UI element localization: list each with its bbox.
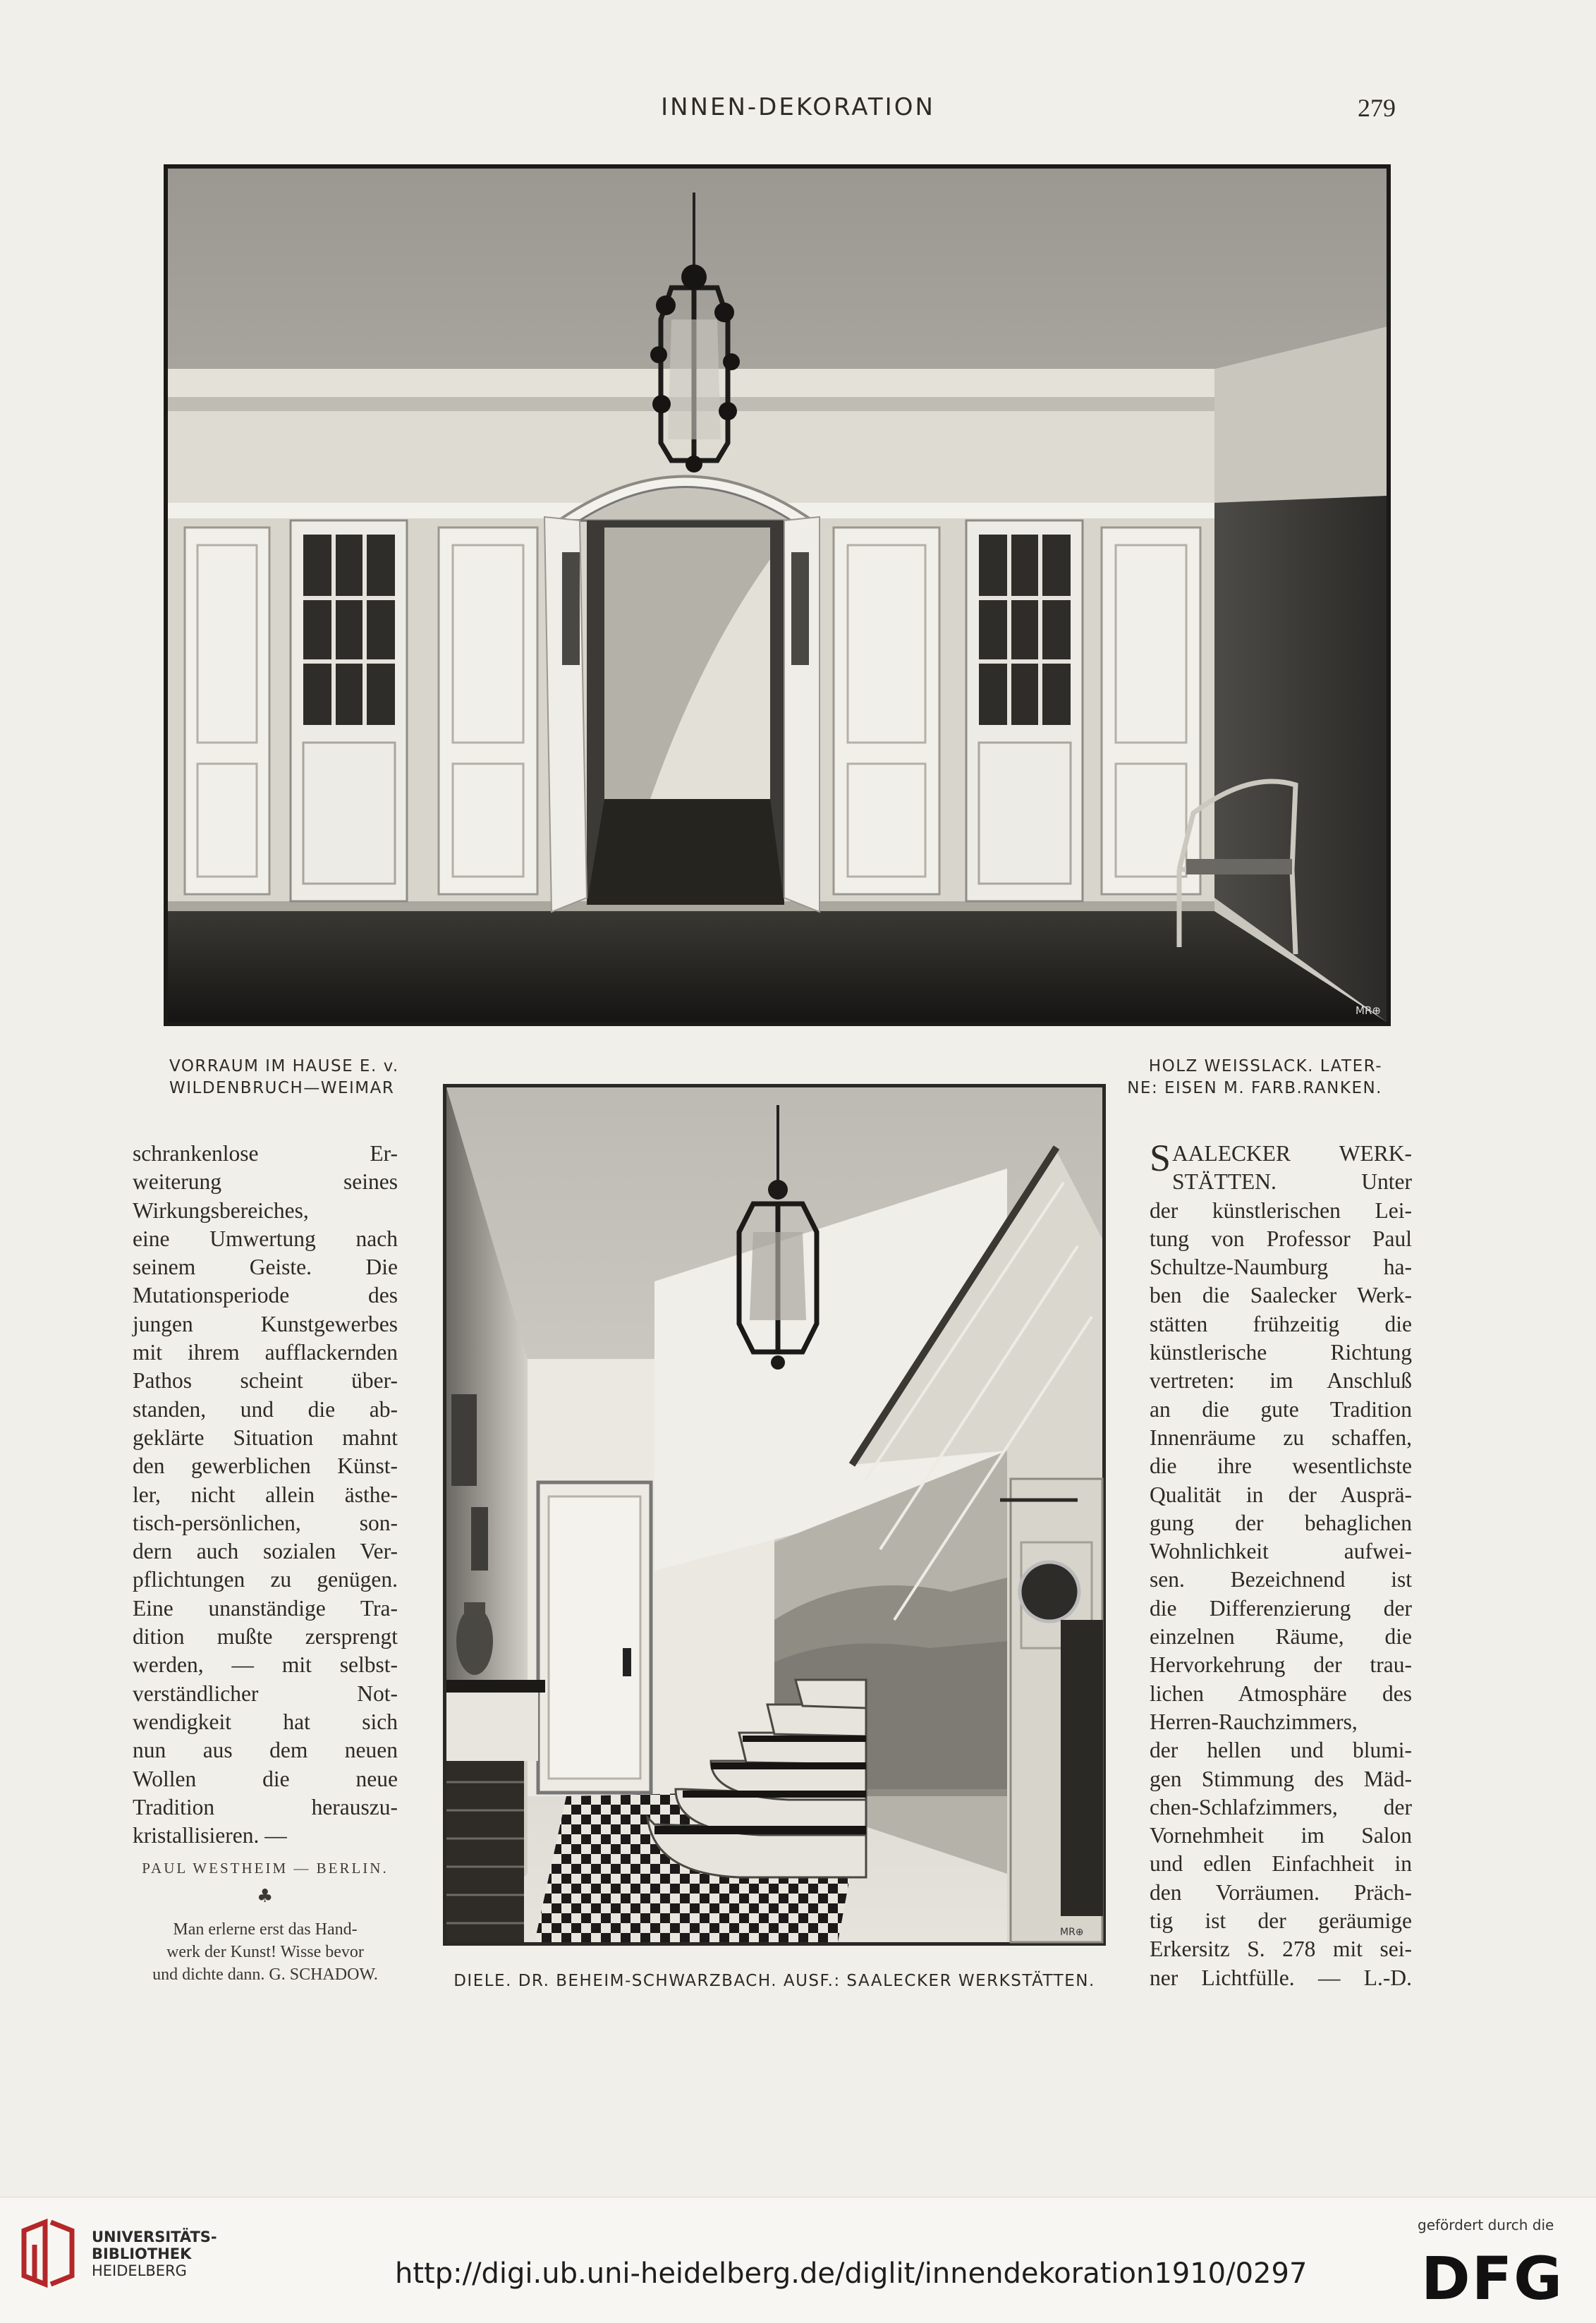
text-line: gung der behaglichen [1150,1510,1412,1535]
running-head-title: INNEN-DEKORATION [661,93,935,121]
page-number: 279 [1358,94,1396,122]
text-line: werden, — mit selbst- [133,1652,398,1678]
text-line: dern auch sozialen Ver- [133,1539,398,1564]
text-line: weiterung seines [133,1169,398,1195]
text-line: Erkersitz S. 278 mit sei- [1150,1937,1412,1962]
library-logo-icon[interactable] [17,2217,79,2290]
text-line: ler, nicht allein ästhe- [133,1482,398,1507]
caption-top-left-line: WILDENBRUCH—WEIMAR [169,1079,395,1097]
library-name[interactable] [92,2229,217,2279]
text-line: Pathos scheint über- [133,1368,398,1394]
text-line: STÄTTEN. Unter [1172,1169,1412,1195]
text-line: seinem Geiste. Die [133,1255,398,1280]
right-column [1150,1137,1412,1992]
text-line: Schultze-Naumburg ha- [1150,1255,1412,1280]
quote-line: werk der Kunst! Wisse bevor [166,1943,364,1961]
text-line: geklärte Situation mahnt [133,1425,398,1450]
text-line: die ihre wesentlichste [1150,1453,1412,1479]
quote-line: Man erlerne erst das Hand- [173,1920,358,1939]
left-column [133,1140,398,1850]
text-line: den gewerblichen Künst- [133,1453,398,1479]
caption-top-right [1086,1056,1382,1099]
text-line: lichen Atmosphäre des [1150,1681,1412,1706]
text-line: kristallisieren. — [133,1823,287,1848]
text-line: AALECKER WERK- [1172,1141,1412,1166]
text-line: Herren-Rauchzimmers, [1150,1709,1358,1734]
text-line: stätten frühzeitig die [1150,1311,1412,1336]
text-line: ner Lichtfülle. — L.-D. [1150,1965,1412,1990]
text-line: schrankenlose Er- [133,1141,398,1166]
text-line: Innenräume zu schaffen, [1150,1425,1412,1450]
caption-bottom: DIELE. DR. BEHEIM-SCHWARZBACH. AUSF.: SAALECKER WERKSTÄTTEN. [453,1972,1095,1990]
quote-block [133,1918,398,1986]
text-line: jungen Kunstgewerbes [133,1311,398,1336]
library-line: HEIDELBERG [92,2262,187,2279]
text-line: und edlen Einfachheit in [1150,1851,1412,1877]
text-line: der hellen und blumi- [1150,1738,1412,1763]
text-line: wendigkeit hat sich [133,1709,398,1734]
text-line: standen, und die ab- [133,1396,398,1422]
text-line: dition mußte zersprengt [133,1624,398,1650]
text-line: Qualität in der Ausprä- [1150,1482,1412,1507]
source-url-link[interactable]: http://digi.ub.uni-heidelberg.de/diglit/innendekoration1910/0297 [395,2257,1308,2290]
photo-monogram: MR⊕ [1060,1927,1084,1938]
text-line: Wollen die neue [133,1766,398,1791]
text-line: gen Stimmung des Mäd- [1150,1766,1412,1791]
text-line: Mutationsperiode des [133,1283,398,1308]
text-line: Vornehmheit im Salon [1150,1823,1412,1848]
text-line: der künstlerischen Lei- [1150,1197,1412,1223]
text-line: einzelnen Räume, die [1150,1624,1412,1650]
drop-cap: S [1150,1137,1171,1179]
funding-label: gefördert durch die [1418,2217,1554,2233]
text-line: künstlerische Richtung [1150,1340,1412,1365]
text-line: tig ist der geräumige [1150,1908,1412,1934]
photo-monogram: MR⊕ [1356,1004,1381,1017]
ornament-icon: ♣ [257,1886,274,1907]
photo-diele [443,1084,1106,1946]
caption-top-right-line: HOLZ WEISSLACK. LATER- [1148,1057,1382,1075]
text-line: den Vorräumen. Präch- [1150,1879,1412,1905]
text-line: Wohnlichkeit aufwei- [1150,1539,1412,1564]
text-line: pflichtungen zu genügen. [133,1567,398,1592]
text-line: chen-Schlafzimmers, der [1150,1794,1412,1819]
text-line: tung von Professor Paul [1150,1226,1412,1251]
text-line: eine Umwertung nach [133,1226,398,1251]
text-line: nun aus dem neuen [133,1738,398,1763]
text-line: Eine unanständige Tra- [133,1595,398,1621]
caption-top-left-line: VORRAUM IM HAUSE E. v. [169,1057,399,1075]
text-line: vertreten: im Anschluß [1150,1368,1412,1394]
text-line: an die gute Tradition [1150,1396,1412,1422]
library-line: UNIVERSITÄTS- [92,2229,217,2245]
text-line: sen. Bezeichnend ist [1150,1567,1412,1592]
dfg-logo[interactable]: DFG [1421,2244,1564,2313]
quote-line: und dichte dann. G. SCHADOW. [152,1965,378,1984]
text-line: Hervorkehrung der trau- [1150,1652,1412,1678]
photo-vorraum [164,164,1391,1026]
text-line: mit ihrem aufflackernden [133,1340,398,1365]
author-signature: PAUL WESTHEIM — BERLIN. [142,1860,389,1877]
text-line: tisch-persönlichen, son- [133,1510,398,1535]
caption-top-left [169,1056,437,1099]
library-line: BIBLIOTHEK [92,2245,192,2262]
text-line: die Differenzierung der [1150,1595,1412,1621]
text-line: Tradition herauszu- [133,1794,398,1819]
text-line: verständlicher Not- [133,1681,398,1706]
text-line: ben die Saalecker Werk- [1150,1283,1412,1308]
caption-top-right-line: NE: EISEN M. FARB.RANKEN. [1127,1079,1382,1097]
text-line: Wirkungsbereiches, [133,1197,309,1223]
